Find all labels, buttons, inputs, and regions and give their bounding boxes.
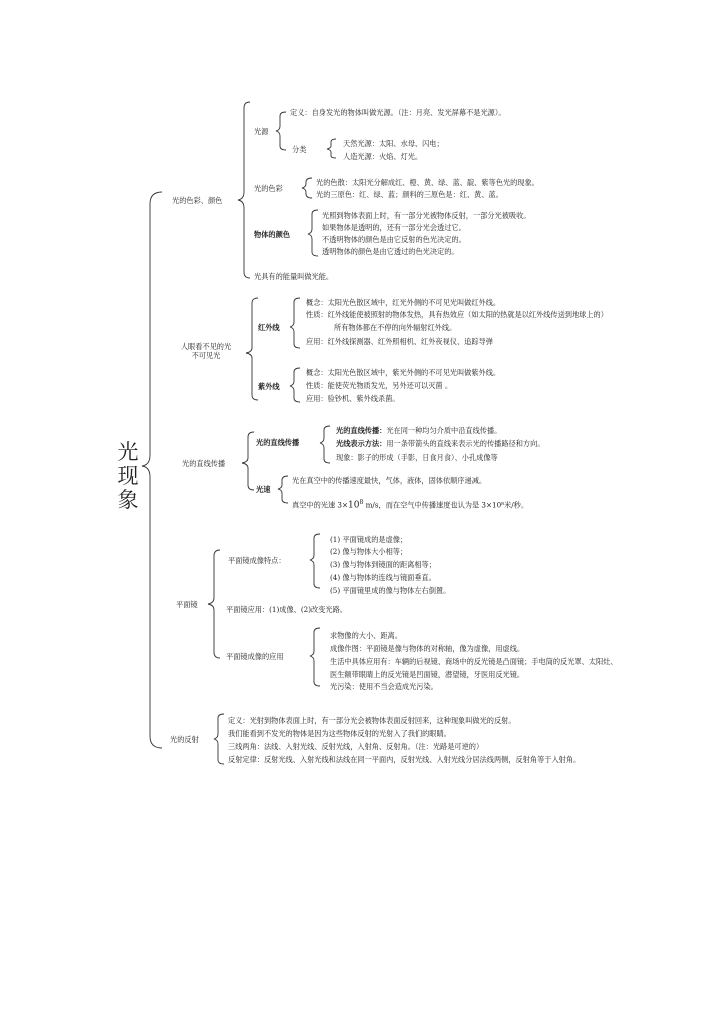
propagation-node: 光的直线传播	[256, 438, 300, 447]
ultraviolet-bracket	[290, 368, 300, 402]
lightcolor-bracket	[302, 178, 312, 198]
color-bracket	[238, 102, 250, 278]
lightcolor-dispersion: 光的色散：太阳光分解成红、橙、黄、绿、蓝、靛、紫等色光的现象。	[316, 178, 539, 187]
speed-exp-power: 8	[359, 499, 364, 506]
objectcolor-line-4: 透明物体的颜色是由它透过的色光决定的。	[322, 247, 459, 256]
ultraviolet-application: 应用：验钞机、紫外线杀菌。	[306, 394, 400, 403]
feature-item-3: (3) 像与物体到镜面的距离相等；	[330, 560, 436, 569]
features-node: 平面镜成像特点：	[228, 556, 286, 565]
infrared-application: 应用：红外线探测器、红外照相机、红外夜视仪、追踪导弹	[306, 337, 493, 346]
feature-item-4: (4) 像与物体的连线与镜面垂直。	[330, 573, 436, 582]
reflection-line-2: 我们能看到不发光的物体是因为这些物体反射的光射入了我们的眼睛。	[228, 729, 451, 738]
branch-invisible-line2: 不可见光	[191, 351, 221, 360]
objectcolor-line-2: 如果物体是透明的，还有一部分光会透过它。	[322, 223, 466, 232]
infrared-bracket	[290, 298, 300, 348]
invisible-bracket	[246, 298, 258, 400]
propagation-phenomenon: 现象：影子的形成（手影，日食月食）、小孔成像等	[336, 453, 498, 462]
root-title	[116, 440, 140, 512]
propagation-ray-key: 光线表示方法：	[336, 439, 387, 448]
propagation-bracket	[320, 426, 330, 463]
infrared-node: 红外线	[258, 323, 280, 332]
source-node: 光源	[254, 127, 269, 136]
speed-exp-base: 10	[348, 500, 360, 511]
root-bracket	[142, 192, 162, 748]
propagation-condition-text: 光在同一种均匀介质中沿直线传播。	[386, 426, 502, 435]
source-definition: 定义：自身发光的物体叫做光源。（注：月亮、发光屏幕不是光源）。	[290, 108, 506, 117]
speed-node: 光速	[256, 485, 271, 494]
applications-bracket	[310, 628, 320, 686]
mirror-use: 平面镜应用：(1)成像、(2)改变光路。	[226, 605, 347, 614]
speed-line-2-prefix: 真空中的光速 3×	[292, 500, 349, 510]
speed-line-1: 光在真空中的传播速度最快，气体，液体，固体依顺序递减。	[292, 476, 487, 485]
mirror-bracket	[208, 550, 220, 658]
application-line-1: 求物像的大小、距离。	[330, 631, 402, 640]
branch-straight: 光的直线传播	[182, 459, 226, 468]
root-title-char: 光	[117, 440, 139, 464]
branch-invisible	[174, 342, 238, 360]
application-line-2: 成像作图：平面镜是像与物体的对称轴，像为虚像，用虚线。	[330, 644, 525, 653]
application-line-3: 生活中具体应用有：车辆的后视镜、商场中的反光镜是凸面镜；手电筒的反光罩、太阳灶、	[330, 657, 618, 666]
class-bracket	[327, 139, 336, 158]
source-natural: 天然光源：太阳、水母、闪电；	[343, 139, 444, 148]
branch-invisible-line1: 人眼看不见的光	[180, 342, 232, 351]
ultraviolet-property: 性质：能使荧光物质发光，另外还可以灭菌 。	[306, 381, 453, 390]
objectcolor-line-3: 不透明物体的颜色是由它反射的色光决定的。	[322, 235, 466, 244]
root-title-text	[116, 440, 140, 512]
applications-node: 平面镜成像的应用	[226, 652, 284, 661]
feature-item-1: (1) 平面镜成的是虚像；	[330, 535, 408, 544]
speed-bracket	[278, 476, 288, 503]
speed-line-2	[292, 498, 528, 510]
infrared-property-2: 所有物体都在不停的向外辐射红外线。	[334, 323, 457, 332]
feature-item-2: (2) 像与物体大小相等；	[330, 547, 408, 556]
features-bracket	[310, 534, 320, 588]
branch-reflection: 光的反射	[170, 735, 199, 744]
propagation-ray-text: 用一条带箭头的直线来表示光的传播路径和方向。	[386, 439, 545, 448]
feature-item-5: (5) 平面镜里成的像与物体左右倒置。	[330, 586, 451, 595]
reflection-bracket	[214, 714, 224, 764]
lightcolor-primary: 光的三原色：红、绿、蓝；颜料的三原色是：红、黄、蓝。	[316, 190, 503, 199]
propagation-ray	[336, 439, 544, 448]
branch-color: 光的色彩、颜色	[172, 196, 223, 205]
ultraviolet-concept: 概念：太阳光色散区域中，紫光外侧的不可见光叫做紫外线。	[306, 368, 501, 377]
lightcolor-node: 光的色彩	[254, 184, 283, 193]
objectcolor-bracket	[308, 210, 318, 256]
objectcolor-line-1: 光照到物体表面上时，有一部分光被物体反射，一部分光被吸收。	[322, 211, 531, 220]
reflection-line-1: 定义：光射到物体表面上时，有一部分光会被物体表面反射回来，这种现象叫做光的反射。	[228, 716, 516, 725]
color-energy: 光具有的能量叫做光能。	[254, 272, 334, 281]
branch-mirror: 平面镜	[176, 600, 198, 609]
objectcolor-node: 物体的颜色	[254, 230, 290, 239]
propagation-condition	[336, 426, 501, 435]
root-title-char: 现	[117, 464, 139, 488]
infrared-property-1: 性质：红外线能使被照射的物体发热，具有热效应（如太阳的热就是以红外线传送到地球上的）	[306, 310, 608, 319]
application-line-5: 光污染：使用不当会造成光污染。	[330, 682, 438, 691]
propagation-condition-key: 光的直线传播：	[336, 426, 387, 435]
speed-line-2-rest: m/s，而在空气中传播速度也认为是 3×10⁸米/秒。	[363, 500, 529, 510]
ultraviolet-node: 紫外线	[258, 382, 280, 391]
infrared-concept: 概念：太阳光色散区域中，红光外侧的不可见光叫做红外线。	[306, 298, 501, 307]
application-line-4: 医生额带眼睛上的反光镜是凹面镜，潜望镜，牙医用反光镜。	[330, 670, 525, 679]
reflection-line-3: 三线两角：法线、入射光线、反射光线，入射角、反射角。（注：光路是可逆的）	[228, 742, 484, 751]
straight-bracket	[242, 432, 254, 490]
source-bracket	[276, 112, 286, 150]
source-artificial: 人造光源：火焰、灯光。	[343, 152, 423, 161]
root-title-char: 象	[117, 488, 139, 512]
reflection-line-4: 反射定律：反射光线、入射光线和法线在同一平面内，反射光线、入射光线分居法线两侧，反射角等于入射角。	[228, 755, 581, 764]
source-classification: 分类	[292, 145, 307, 154]
